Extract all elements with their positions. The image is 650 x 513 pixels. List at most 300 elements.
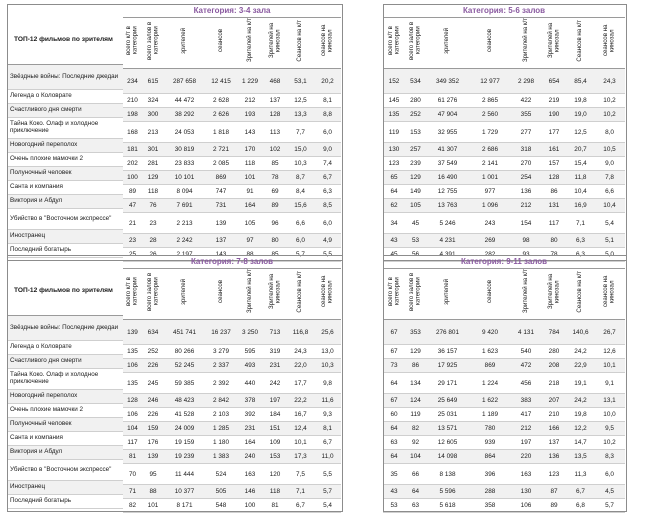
table-cell: 747 — [205, 185, 237, 199]
table-row — [123, 199, 341, 213]
table-row — [123, 464, 341, 485]
category-spacer — [7, 4, 123, 17]
film-name-row — [7, 341, 123, 355]
table-cell: 240 — [237, 450, 263, 464]
film-name-row — [7, 446, 123, 460]
top12-header: ТОП-12 фильмов по зрителям — [7, 268, 123, 316]
film-name-row — [7, 495, 123, 509]
column-header — [314, 269, 341, 320]
table-cell: 13,5 — [567, 450, 594, 464]
table-cell: 6,6 — [287, 213, 314, 234]
table-cell: 86 — [541, 185, 567, 199]
table-cell: 219 — [541, 94, 567, 108]
table-cell: 14 098 — [426, 450, 469, 464]
table-cell: 116,8 — [287, 320, 314, 345]
table-cell: 383 — [511, 394, 541, 408]
film-name-row — [7, 316, 123, 341]
table-cell: 137 — [263, 94, 287, 108]
table-cell: 25,6 — [314, 320, 341, 345]
table-cell: 1 623 — [469, 345, 511, 359]
table-cell: 146 — [237, 485, 263, 499]
table-cell: 8 138 — [426, 464, 469, 485]
table-cell: 288 — [469, 485, 511, 499]
table-row — [383, 394, 625, 408]
table-cell: 5,1 — [594, 234, 625, 248]
table-cell: 102 — [263, 143, 287, 157]
table-cell: 231 — [237, 422, 263, 436]
column-header — [567, 269, 594, 320]
table-cell: 422 — [511, 94, 541, 108]
table-cell: 10,3 — [287, 157, 314, 171]
table-cell: 239 — [405, 157, 426, 171]
column-header-label: сеансов — [485, 280, 493, 303]
column-header — [164, 18, 205, 69]
film-name: Санта и компания — [7, 181, 123, 195]
column-header-label: Зрителей на кинозал — [267, 22, 281, 59]
table-cell: 8,1 — [314, 422, 341, 436]
column-header-label: Зрителей на к/т — [245, 269, 253, 314]
table-cell: 64 — [383, 373, 405, 394]
table-cell: 38 292 — [164, 108, 205, 122]
table-cell: 5,7 — [594, 499, 625, 513]
table-cell: 128 — [541, 171, 567, 185]
table-cell: 106 — [123, 408, 142, 422]
table-cell: 2 686 — [469, 143, 511, 157]
column-header-label: сеансов — [216, 280, 224, 303]
table-cell: 456 — [511, 373, 541, 394]
film-name: Иностранец — [7, 230, 123, 244]
table-cell: 105 — [405, 199, 426, 213]
table-cell: 1 180 — [205, 436, 237, 450]
category-table — [123, 255, 341, 513]
table-cell: 212 — [511, 199, 541, 213]
table-cell: 7,5 — [287, 464, 314, 485]
table-cell: 67 — [383, 345, 405, 359]
table-cell: 213 — [142, 122, 164, 143]
column-header-label: сеансов на кинозал — [602, 275, 616, 308]
table-cell: 869 — [469, 359, 511, 373]
film-name-row — [7, 118, 123, 139]
table-cell: 137 — [205, 234, 237, 248]
table-cell: 13,0 — [314, 345, 341, 359]
table-cell: 269 — [469, 234, 511, 248]
table-row — [383, 108, 625, 122]
table-cell: 10,4 — [567, 185, 594, 199]
table-cell: 23 833 — [164, 157, 205, 171]
table-cell: 44 472 — [164, 94, 205, 108]
table-cell: 16 237 — [205, 320, 237, 345]
table-cell: 280 — [541, 345, 567, 359]
table-row — [383, 122, 625, 143]
table-cell: 118 — [142, 185, 164, 199]
table-cell: 234 — [123, 69, 142, 94]
column-header — [205, 269, 237, 320]
table-cell: 181 — [123, 143, 142, 157]
table-cell: 82 — [405, 422, 426, 436]
table-cell: 6,7 — [287, 499, 314, 513]
table-cell: 98 — [511, 234, 541, 248]
table-cell: 137 — [541, 436, 567, 450]
table-cell: 9,3 — [314, 408, 341, 422]
film-name-row — [7, 404, 123, 418]
column-header-label: Зрителей на кинозал — [546, 22, 560, 59]
table-cell: 5,7 — [314, 485, 341, 499]
table-cell: 19,1 — [567, 373, 594, 394]
table-cell: 8,4 — [287, 185, 314, 199]
table-cell: 101 — [237, 171, 263, 185]
table-row — [383, 213, 625, 234]
table-cell: 80 — [541, 234, 567, 248]
table-cell: 65 — [383, 171, 405, 185]
table-cell: 2 298 — [511, 69, 541, 94]
column-header — [511, 18, 541, 69]
film-name-row — [7, 153, 123, 167]
table-cell: 129 — [405, 171, 426, 185]
table-cell: 6,3 — [567, 248, 594, 262]
category-spacer — [7, 255, 123, 268]
table-cell: 245 — [142, 373, 164, 394]
category-title: Категория: 9-11 залов — [383, 255, 625, 269]
table-cell: 11,0 — [314, 450, 341, 464]
table-cell: 59 385 — [164, 373, 205, 394]
table-cell: 105 — [237, 213, 263, 234]
category-title: Категория: 5-6 залов — [383, 4, 625, 18]
table-row — [383, 320, 625, 345]
table-row — [123, 143, 341, 157]
table-cell: 8,5 — [314, 199, 341, 213]
table-cell: 85 — [263, 248, 287, 262]
table-cell: 113 — [263, 122, 287, 143]
table-cell: 198 — [123, 108, 142, 122]
table-cell: 301 — [142, 143, 164, 157]
table-cell: 45 — [405, 213, 426, 234]
table-cell: 81 — [263, 499, 287, 513]
table-cell: 2 141 — [469, 157, 511, 171]
table-cell: 87 — [541, 485, 567, 499]
table-cell: 151 — [263, 422, 287, 436]
film-name: Звёздные войны: Последние джедаи — [7, 65, 123, 90]
film-name: Виктория и Абдул — [7, 446, 123, 460]
column-header-label: сеансов на кинозал — [602, 24, 616, 57]
column-header-label: Зрителей на кинозал — [546, 273, 560, 310]
table-cell: 88 — [142, 485, 164, 499]
table-cell: 212 — [511, 422, 541, 436]
table-cell: 784 — [541, 320, 567, 345]
table-cell: 977 — [469, 185, 511, 199]
table-cell: 864 — [469, 450, 511, 464]
table-cell: 10,4 — [594, 199, 625, 213]
table-cell: 392 — [237, 408, 263, 422]
column-header-label: всего к/т в категории — [386, 26, 400, 55]
table-cell: 128 — [123, 394, 142, 408]
table-cell: 6,7 — [567, 485, 594, 499]
table-row — [383, 499, 625, 513]
table-cell: 318 — [511, 143, 541, 157]
column-header — [405, 18, 426, 69]
table-cell: 287 658 — [164, 69, 205, 94]
column-header-label: зрителей — [180, 278, 188, 305]
table-cell: 20,7 — [567, 143, 594, 157]
table-cell: 24 053 — [164, 122, 205, 143]
table-cell: 66 — [405, 464, 426, 485]
table-cell: 7,4 — [314, 157, 341, 171]
table-cell: 64 — [383, 422, 405, 436]
category-table — [383, 255, 625, 513]
table-cell: 37 549 — [426, 157, 469, 171]
table-cell: 26,7 — [594, 320, 625, 345]
column-header — [263, 269, 287, 320]
table-cell: 128 — [263, 108, 287, 122]
table-row — [123, 485, 341, 499]
table-cell: 69 — [263, 185, 287, 199]
table-cell: 378 — [237, 394, 263, 408]
table-cell: 140,6 — [567, 320, 594, 345]
table-cell: 8,7 — [287, 171, 314, 185]
table-cell: 124 — [405, 394, 426, 408]
table-row — [383, 171, 625, 185]
table-cell: 654 — [541, 69, 567, 94]
table-cell: 534 — [405, 69, 426, 94]
table-cell: 129 — [405, 345, 426, 359]
table-cell: 9,0 — [314, 143, 341, 157]
table-cell: 139 — [123, 320, 142, 345]
table-cell: 106 — [123, 359, 142, 373]
column-header — [567, 18, 594, 69]
table-row — [123, 185, 341, 199]
table-cell: 53 — [383, 499, 405, 513]
table-cell: 2 242 — [164, 234, 205, 248]
table-cell: 9 420 — [469, 320, 511, 345]
column-header — [511, 269, 541, 320]
table-cell: 10,2 — [594, 108, 625, 122]
table-row — [123, 320, 341, 345]
table-cell: 6,7 — [314, 171, 341, 185]
table-cell: 1 001 — [469, 171, 511, 185]
film-name-row — [7, 418, 123, 432]
table-cell: 12,2 — [567, 422, 594, 436]
table-cell: 8 094 — [164, 185, 205, 199]
table-cell: 15,6 — [287, 199, 314, 213]
table-cell: 164 — [237, 436, 263, 450]
column-header — [142, 18, 164, 69]
table-cell: 7 691 — [164, 199, 205, 213]
table-cell: 64 — [383, 185, 405, 199]
table-cell: 24,3 — [594, 69, 625, 94]
column-header-label: зрителей — [443, 27, 451, 54]
table-cell: 5,4 — [314, 499, 341, 513]
table-cell: 7,1 — [567, 213, 594, 234]
table-cell: 4 131 — [511, 320, 541, 345]
film-name: Очень плохие мамочки 2 — [7, 404, 123, 418]
table-cell: 11 444 — [164, 464, 205, 485]
film-name-row — [7, 209, 123, 230]
table-cell: 595 — [237, 345, 263, 359]
table-row — [123, 436, 341, 450]
table-cell: 1 622 — [469, 394, 511, 408]
table-cell: 2 626 — [205, 108, 237, 122]
table-row — [123, 359, 341, 373]
table-cell: 2 392 — [205, 373, 237, 394]
table-cell: 254 — [511, 171, 541, 185]
table-cell: 82 — [123, 499, 142, 513]
table-cell: 16 490 — [426, 171, 469, 185]
table-cell: 47 — [123, 199, 142, 213]
table-cell: 109 — [263, 436, 287, 450]
column-header — [383, 269, 405, 320]
column-header-label: всего к/т в категории — [125, 26, 139, 55]
table-cell: 939 — [469, 436, 511, 450]
film-name: Легенда о Коловрате — [7, 90, 123, 104]
column-header — [263, 18, 287, 69]
table-cell: 16,7 — [287, 408, 314, 422]
film-name-row — [7, 390, 123, 404]
film-name: Счастливого дня смерти — [7, 355, 123, 369]
table-cell: 4,5 — [594, 485, 625, 499]
table-cell: 24 009 — [164, 422, 205, 436]
table-cell: 10,2 — [594, 94, 625, 108]
table-cell: 25 — [123, 248, 142, 262]
film-name: Звёздные войны: Последние джедаи — [7, 316, 123, 341]
table-cell: 10,5 — [594, 143, 625, 157]
table-cell: 780 — [469, 422, 511, 436]
table-cell: 6,6 — [594, 185, 625, 199]
category-table — [123, 4, 341, 262]
table-cell: 28 — [142, 234, 164, 248]
column-header — [383, 18, 405, 69]
table-cell: 24,2 — [567, 394, 594, 408]
column-header — [426, 18, 469, 69]
table-cell: 6,0 — [594, 464, 625, 485]
table-cell: 168 — [123, 122, 142, 143]
table-cell: 615 — [142, 69, 164, 94]
table-cell: 207 — [541, 394, 567, 408]
column-header — [426, 269, 469, 320]
table-cell: 218 — [541, 373, 567, 394]
table-cell: 117 — [123, 436, 142, 450]
table-cell: 197 — [511, 436, 541, 450]
film-name: Новогодний переполох — [7, 390, 123, 404]
top12-header: ТОП-12 фильмов по зрителям — [7, 17, 123, 65]
column-header-label: Сеансов на к/т — [576, 19, 584, 62]
table-cell: 1 818 — [205, 122, 237, 143]
table-cell: 47 904 — [426, 108, 469, 122]
table-cell: 2 103 — [205, 408, 237, 422]
column-header — [314, 18, 341, 69]
table-row — [123, 394, 341, 408]
table-cell: 2 865 — [469, 94, 511, 108]
table-cell: 12,5 — [287, 94, 314, 108]
table-cell: 2 213 — [164, 213, 205, 234]
table-cell: 8,0 — [594, 122, 625, 143]
film-name-row — [7, 230, 123, 244]
table-cell: 21 — [123, 213, 142, 234]
table-cell: 505 — [205, 485, 237, 499]
table-cell: 10 377 — [164, 485, 205, 499]
table-cell: 2 085 — [205, 157, 237, 171]
table-cell: 64 — [383, 450, 405, 464]
table-cell: 15,4 — [567, 157, 594, 171]
table-row — [123, 450, 341, 464]
table-cell: 252 — [405, 108, 426, 122]
table-cell: 164 — [237, 199, 263, 213]
table-cell: 95 — [142, 464, 164, 485]
table-cell: 9,1 — [594, 373, 625, 394]
table-cell: 8,3 — [594, 450, 625, 464]
table-cell: 5,7 — [287, 248, 314, 262]
film-name: Тайна Коко. Олаф и холодное приключение — [7, 369, 123, 390]
film-name: Убийство в "Восточном экспрессе" — [7, 209, 123, 230]
table-cell: 243 — [469, 213, 511, 234]
table-cell: 35 — [383, 464, 405, 485]
table-row — [383, 199, 625, 213]
table-cell: 731 — [205, 199, 237, 213]
table-cell: 869 — [205, 171, 237, 185]
table-cell: 22,0 — [287, 359, 314, 373]
table-cell: 159 — [142, 422, 164, 436]
table-cell: 80 — [263, 234, 287, 248]
table-cell: 93 — [511, 248, 541, 262]
film-name-row — [7, 65, 123, 90]
table-cell: 9,5 — [594, 422, 625, 436]
category-title: Категория: 7-8 залов — [123, 255, 341, 269]
table-cell: 12 605 — [426, 436, 469, 450]
column-header — [142, 269, 164, 320]
table-cell: 1 224 — [469, 373, 511, 394]
table-cell: 12,4 — [287, 422, 314, 436]
table-row — [123, 422, 341, 436]
table-cell: 48 423 — [164, 394, 205, 408]
table-cell: 62 — [383, 199, 405, 213]
film-name-row — [7, 481, 123, 495]
table-cell: 67 — [383, 394, 405, 408]
table-cell: 440 — [237, 373, 263, 394]
table-cell: 8,1 — [314, 94, 341, 108]
table-cell: 139 — [205, 213, 237, 234]
table-cell: 11,6 — [314, 394, 341, 408]
table-cell: 85,4 — [567, 69, 594, 94]
table-cell: 2 721 — [205, 143, 237, 157]
column-header — [123, 18, 142, 69]
table-cell: 9,0 — [594, 157, 625, 171]
table-cell: 154 — [511, 213, 541, 234]
table-cell: 145 — [383, 94, 405, 108]
table-cell: 14,7 — [567, 436, 594, 450]
film-name: Тайна Коко. Олаф и холодное приключение — [7, 118, 123, 139]
table-cell: 5,4 — [594, 213, 625, 234]
table-cell: 11,8 — [567, 171, 594, 185]
table-cell: 143 — [205, 248, 237, 262]
column-header — [237, 18, 263, 69]
column-header — [205, 18, 237, 69]
table-cell: 257 — [405, 143, 426, 157]
table-cell: 6,0 — [314, 122, 341, 143]
table-cell: 12,6 — [594, 345, 625, 359]
table-cell: 16,9 — [567, 199, 594, 213]
table-cell: 17,7 — [287, 373, 314, 394]
table-cell: 13,1 — [594, 394, 625, 408]
column-header — [469, 269, 511, 320]
table-cell: 19 159 — [164, 436, 205, 450]
film-name: Последний богатырь — [7, 244, 123, 258]
table-cell: 208 — [541, 359, 567, 373]
table-cell: 143 — [237, 122, 263, 143]
column-header-label: всего залов в категории — [408, 21, 422, 60]
table-row — [383, 94, 625, 108]
table-cell: 3 279 — [205, 345, 237, 359]
table-cell: 300 — [142, 108, 164, 122]
column-header-label: Сеансов на к/т — [296, 19, 304, 62]
film-name: Последний богатырь — [7, 495, 123, 509]
